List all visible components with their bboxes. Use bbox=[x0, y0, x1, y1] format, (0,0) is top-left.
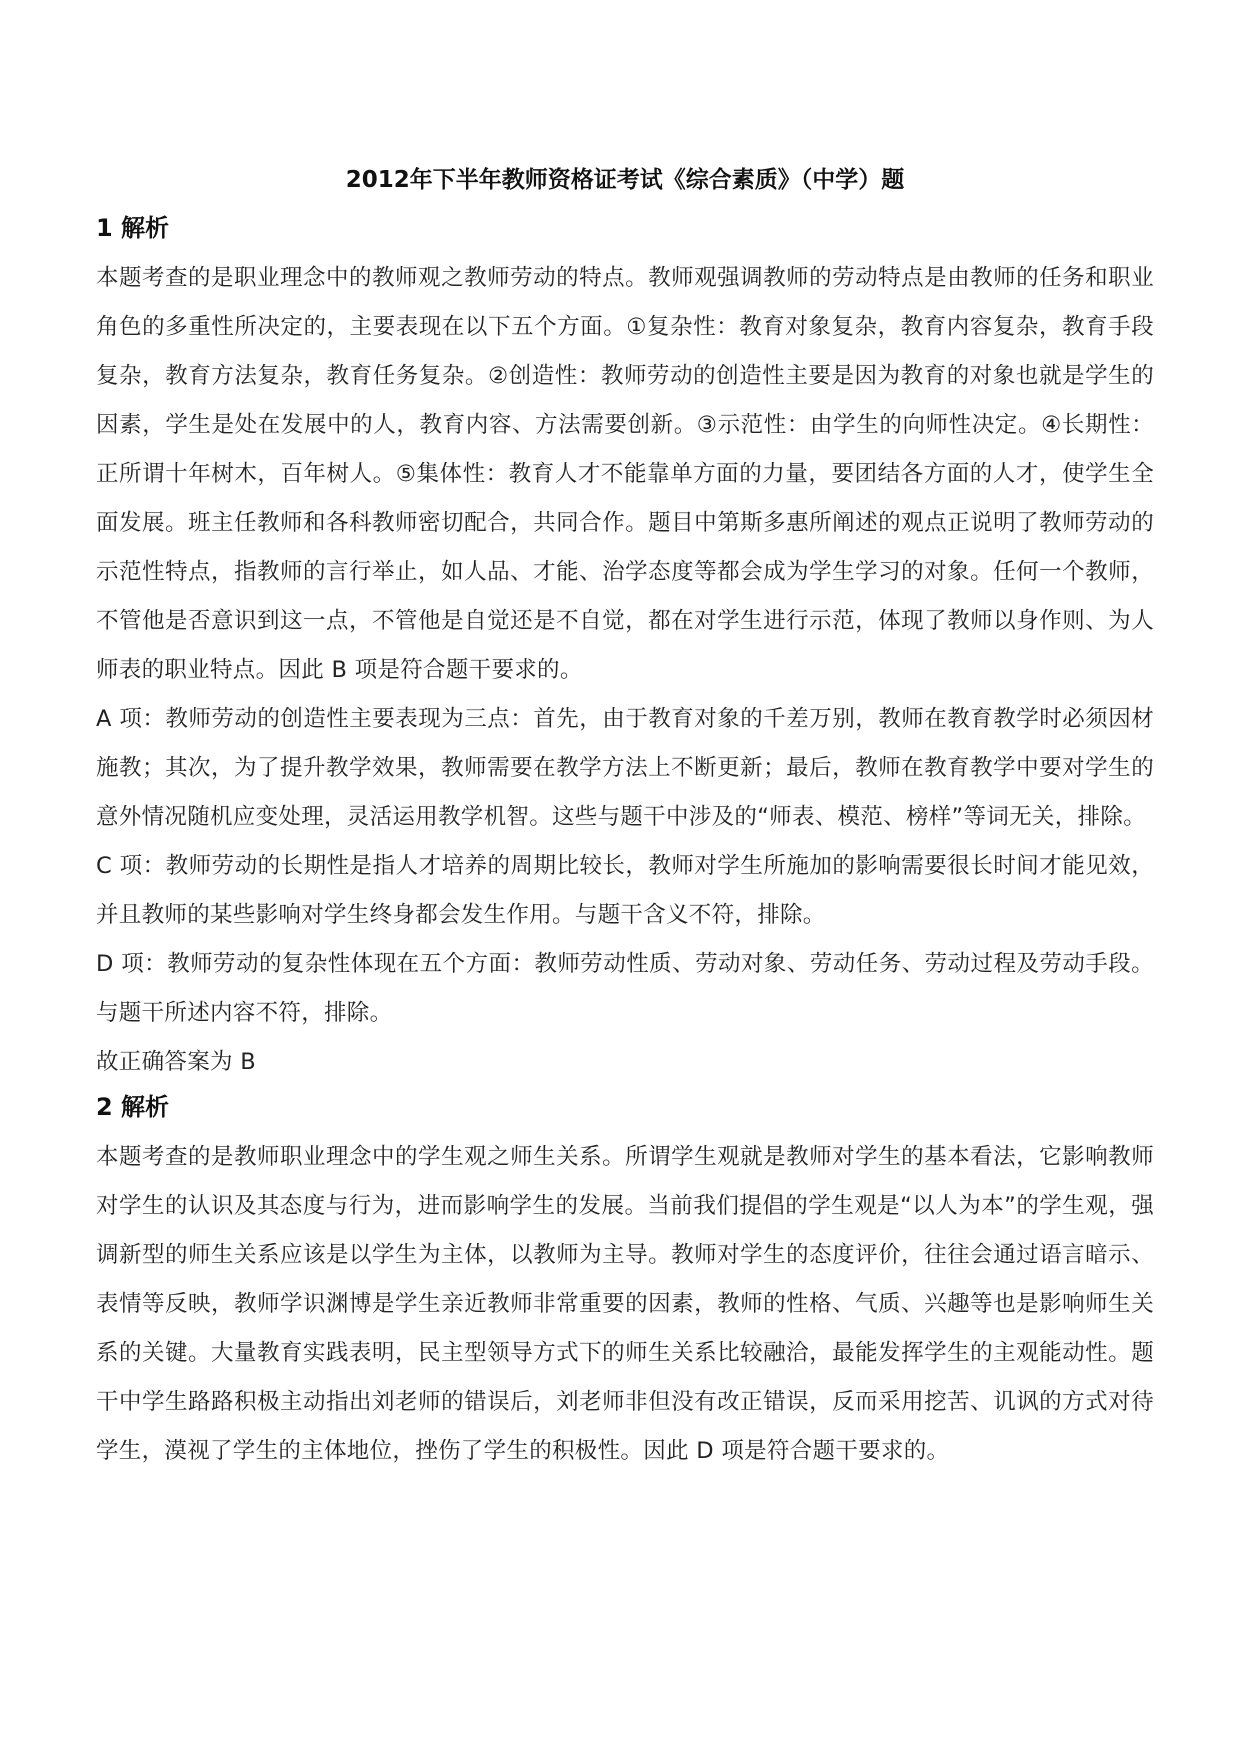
section-heading: 1 解析 bbox=[96, 214, 170, 242]
option-c-paragraph: C 项：教师劳动的长期性是指人才培养的周期比较长，教师对学生所施加的影响需要很长时间才能见效，并且教师的某些影响对学生终身都会发生作用。与题干含义不符，排除。 bbox=[96, 853, 1154, 928]
analysis-paragraph: 本题考查的是职业理念中的教师观之教师劳动的特点。教师观强调教师的劳动特点是由教师的任务和职业角色的多重性所决定的，主要表现在以下五个方面。①复杂性：教育对象复杂，教育内容复杂，教育手段复杂，教育方法复杂，教育任务复杂。②创造性：教师劳动的创造性主要是因为教育的对象也就是学生的因素，学生是处在发展中的人，教育内容、方法需要创新。③示范性：由学生的向师性决定。④长期性：正所谓十年树木，百年树人。⑤集体性：教育人才不能靠单方面的力量，要团结各方面的人才，使学生全面发展。班主任教师和各科教师密切配合，共同合作。题目中第斯多惠所阐述的观点正说明了教师劳动的示范性特点，指教师的言行举止，如人品、才能、治学态度等都会成为学生学习的对象。任何一个教师，不管他是否意识到这一点，不管他是自觉还是不自觉，都在对学生进行示范，体现了教师以身作则、为人师表的职业特点。因此 B 项是符合题干要求的。 bbox=[96, 265, 1154, 683]
analysis-section-1 bbox=[96, 208, 1154, 1087]
section-heading: 2 解析 bbox=[96, 1093, 170, 1121]
answer-paragraph: 故正确答案为 B bbox=[96, 1049, 256, 1075]
document-page bbox=[96, 160, 1154, 1476]
analysis-paragraph: 本题考查的是教师职业理念中的学生观之师生关系。所谓学生观就是教师对学生的基本看法，它影响教师对学生的认识及其态度与行为，进而影响学生的发展。当前我们提倡的学生观是“以人为本”的学生观，强调新型的师生关系应该是以学生为主体，以教师为主导。教师对学生的态度评价，往往会通过语言暗示、表情等反映，教师学识渊博是学生亲近教师非常重要的因素，教师的性格、气质、兴趣等也是影响师生关系的关键。大量教育实践表明，民主型领导方式下的师生关系比较融洽，最能发挥学生的主观能动性。题干中学生路路积极主动指出刘老师的错误后，刘老师非但没有改正错误，反而采用挖苦、讥讽的方式对待学生，漠视了学生的主体地位，挫伤了学生的积极性。因此 D 项是符合题干要求的。 bbox=[96, 1144, 1154, 1464]
option-d-paragraph: D 项：教师劳动的复杂性体现在五个方面：教师劳动性质、劳动对象、劳动任务、劳动过程及劳动手段。与题干所述内容不符，排除。 bbox=[96, 951, 1154, 1026]
option-a-paragraph: A 项：教师劳动的创造性主要表现为三点：首先，由于教育对象的千差万别，教师在教育教学时必须因材施教；其次，为了提升教学效果，教师需要在教学方法上不断更新；最后，教师在教育教学中要对学生的意外情况随机应变处理，灵活运用教学机智。这些与题干中涉及的“师表、模范、榜样”等词无关，排除。 bbox=[96, 706, 1154, 830]
document-title: 2012年下半年教师资格证考试《综合素质》（中学）题 bbox=[345, 167, 905, 193]
analysis-section-2 bbox=[96, 1087, 1154, 1476]
